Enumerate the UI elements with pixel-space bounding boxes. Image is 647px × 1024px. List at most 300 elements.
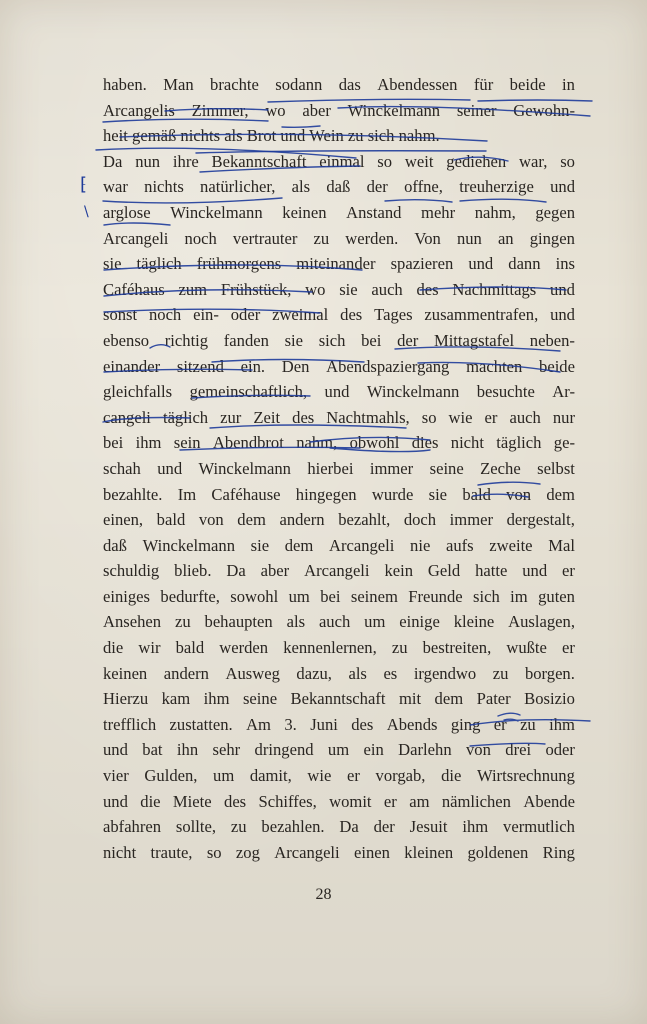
text-line (103, 251, 575, 277)
word: sich (318, 330, 346, 350)
word: Arcangeli (328, 535, 395, 555)
word: daß (326, 177, 351, 197)
word: zu (492, 663, 509, 683)
word: er (562, 561, 575, 581)
word: cangeli (103, 407, 151, 427)
word: die (140, 791, 161, 811)
word: einige (399, 612, 440, 632)
word: zustatten. (169, 714, 233, 734)
word: gingen (529, 228, 575, 248)
word: Winckelmann (170, 202, 263, 222)
word: beide (539, 356, 575, 376)
word: bald (156, 510, 186, 530)
word: um (364, 612, 386, 632)
word: wo (305, 279, 326, 299)
text-line: heit gemäß nichts als Brot und Wein zu sich nahm. (103, 126, 440, 146)
word: als (348, 663, 367, 683)
word: kennenlernen, (283, 638, 377, 658)
word: mehr (421, 202, 456, 222)
word: bezahlt, (338, 510, 391, 530)
word: zweite (489, 535, 533, 555)
word: Zimmer, (191, 100, 249, 120)
word: war, (519, 151, 548, 171)
word: natürlicher, (200, 177, 276, 197)
word: Pater (476, 689, 511, 709)
text-line (103, 609, 575, 635)
word: gemeinschaftlich, (189, 382, 308, 402)
word: um (213, 766, 235, 786)
word: andern (279, 510, 325, 530)
word: ebenso (103, 330, 150, 350)
word: Abende (523, 791, 575, 811)
word: spazieren (390, 254, 454, 274)
word: Am (246, 714, 271, 734)
word: Ansehen (103, 612, 162, 632)
word: als (286, 612, 306, 632)
word: Nachmittags (452, 279, 537, 299)
word: seine (242, 689, 278, 709)
word: besuchte (476, 382, 535, 402)
text-line (103, 456, 575, 482)
word: kam (161, 689, 191, 709)
word: wurde (371, 484, 414, 504)
text-line (103, 737, 575, 763)
word: der (366, 177, 388, 197)
word: das (338, 75, 361, 94)
word: bedurfte, (160, 586, 220, 606)
word: Freunde (408, 586, 463, 606)
word: täglich (496, 433, 542, 453)
word: wie (307, 766, 332, 786)
word: er (493, 714, 507, 734)
word: wußte (506, 638, 547, 658)
word: selbst (537, 458, 575, 478)
margin-bracket-mark: ⁅ (80, 174, 88, 195)
word: keinen (282, 202, 327, 222)
word: dem (546, 484, 575, 504)
word: sowohl (230, 586, 279, 606)
word: noch (184, 228, 217, 248)
word: Arcangelis (103, 100, 175, 120)
word: goldenen (467, 842, 529, 862)
word: vier (103, 766, 129, 786)
word: ge- (553, 433, 575, 453)
word: Den (281, 356, 310, 376)
word: ihm (462, 817, 489, 837)
word: gediehen (446, 151, 507, 171)
word: guten (538, 586, 575, 606)
text-line (103, 430, 575, 456)
word: sie (103, 254, 122, 274)
word: dringend (254, 740, 314, 760)
word: er (383, 791, 397, 811)
word: ihre (172, 151, 199, 171)
word: Von (414, 228, 441, 248)
text-line (103, 405, 575, 431)
word: hingegen (295, 484, 357, 504)
word: aufs (445, 535, 474, 555)
word: ging (450, 714, 481, 734)
text-line (103, 226, 575, 252)
text-line (103, 174, 575, 200)
word: Da (339, 817, 359, 837)
word: einen, (103, 510, 144, 530)
word: Winckelmann (347, 100, 441, 120)
word: Arcangeli (304, 561, 370, 581)
word: dem (237, 510, 266, 530)
word: zu (174, 612, 191, 632)
text-line (103, 200, 575, 226)
word: zum (178, 279, 208, 299)
word: Wirtsrechnung (476, 766, 575, 786)
word: sein (173, 433, 201, 453)
word: wir (138, 638, 161, 658)
word: so (206, 842, 222, 862)
word: nahm, (474, 202, 516, 222)
word: ein. (240, 356, 266, 376)
word: immer (449, 510, 493, 530)
word: irgendwo (413, 663, 477, 683)
word: oder (230, 305, 261, 325)
word: gegen (535, 202, 575, 222)
word: Winckelmann (142, 535, 236, 555)
word: hierbei (307, 458, 354, 478)
text-line (103, 840, 575, 866)
word: wie (448, 407, 473, 427)
word: Da (226, 561, 246, 581)
word: und (522, 561, 548, 581)
word: Abendessen (377, 75, 458, 94)
word: nur (552, 407, 575, 427)
word: Frühstück, (220, 279, 292, 299)
page-number: 28 (315, 886, 332, 903)
word: werden (219, 638, 269, 658)
word: oder (545, 740, 575, 760)
word: trefflich (103, 714, 157, 734)
word: blieb. (174, 561, 212, 581)
word: Bosizio (524, 689, 575, 709)
word: Schiffes, (258, 791, 317, 811)
word: ein (363, 740, 384, 760)
word: nun (135, 151, 161, 171)
word: und (550, 177, 575, 197)
word: 3. (284, 714, 297, 734)
word: Abendbrot (212, 433, 284, 453)
text-line (103, 712, 575, 738)
word: Zeche (480, 458, 521, 478)
word: aber (260, 561, 290, 581)
word: dem (284, 535, 314, 555)
word: seine (429, 458, 464, 478)
word: Man (163, 75, 194, 94)
word: zog (235, 842, 260, 862)
word: Winckelmann (366, 382, 460, 402)
word: für (473, 75, 494, 94)
word: wo (265, 100, 286, 120)
word: im (510, 586, 528, 606)
word: Arcangeli (274, 842, 340, 862)
text-line (103, 354, 575, 380)
word: sollte, (175, 817, 217, 837)
word: ihm (203, 689, 230, 709)
word: der (397, 330, 419, 350)
word: und (324, 382, 350, 402)
word: Abends (386, 714, 438, 734)
word: um (288, 586, 310, 606)
word: bald (175, 638, 205, 658)
word: seiner (456, 100, 497, 120)
word: miteinander (296, 254, 376, 274)
word: andern (163, 663, 209, 683)
word: er (562, 638, 575, 658)
word: sie (428, 484, 448, 504)
word: zu (230, 817, 247, 837)
word: bezahlte. (103, 484, 163, 504)
word: sodann (275, 75, 323, 94)
text-line (103, 328, 575, 354)
word: Bekanntschaft (290, 689, 386, 709)
word: Tages (374, 305, 413, 325)
word: einander (103, 356, 161, 376)
word: so (560, 151, 575, 171)
word: mit (398, 689, 422, 709)
word: Darlehn (398, 740, 452, 760)
word: dann (508, 254, 541, 274)
word: des (351, 714, 374, 734)
word: traute, (150, 842, 193, 862)
word: vorgab, (375, 766, 426, 786)
word: schah (103, 458, 141, 478)
word: nahm, (296, 433, 338, 453)
word: um (327, 740, 350, 760)
word: nicht (450, 433, 484, 453)
word: womit (329, 791, 372, 811)
word: Mal (548, 535, 575, 555)
text-line (103, 507, 575, 533)
word: nie (410, 535, 431, 555)
word: Jesuit (409, 817, 448, 837)
word: und (103, 791, 128, 811)
word: Abendspaziergang (326, 356, 450, 376)
word: vermutlich (503, 817, 575, 837)
word: nichts (144, 177, 184, 197)
word: zu (313, 228, 330, 248)
word: Mittagstafel (433, 330, 515, 350)
word: sie (250, 535, 270, 555)
word: zu (520, 714, 536, 734)
word: ein- (193, 305, 219, 325)
word: sich (473, 586, 500, 606)
word: weit (404, 151, 434, 171)
word: bald (462, 484, 491, 504)
text-line (103, 379, 575, 405)
word: Ausweg (225, 663, 280, 683)
word: Da (103, 151, 123, 171)
word: sitzend (176, 356, 224, 376)
text-line (103, 482, 575, 508)
text-line (103, 814, 575, 840)
word: kleine (453, 612, 495, 632)
word: sie (339, 279, 358, 299)
word: und (550, 305, 575, 325)
word: kleinen (404, 842, 454, 862)
text-line (103, 584, 575, 610)
word: sonst (103, 305, 138, 325)
word: zusammentrafen, (424, 305, 539, 325)
word: richtig (164, 330, 209, 350)
word: bei (320, 586, 341, 606)
word: dies (411, 433, 439, 453)
word: es (383, 663, 398, 683)
word: einmal (319, 151, 365, 171)
word: und (103, 740, 128, 760)
word: damit, (249, 766, 292, 786)
word: sie (284, 330, 304, 350)
word: auch (318, 612, 351, 632)
word: ihm (549, 714, 575, 734)
word: von (506, 484, 532, 504)
word: Caféhause (211, 484, 281, 504)
word: Nachtmahls, (326, 407, 410, 427)
word: Gewohn- (513, 100, 575, 120)
word: behaupten (204, 612, 273, 632)
word: auch (371, 279, 403, 299)
word: nämlichen (441, 791, 511, 811)
word: von (466, 740, 491, 760)
word: nicht (103, 842, 137, 862)
word: ins (555, 254, 575, 274)
word: Anstand (346, 202, 402, 222)
word: arglose (103, 202, 151, 222)
word: die (441, 766, 462, 786)
word: Arcangeli (103, 228, 169, 248)
word: nun (456, 228, 482, 248)
word: er (484, 407, 498, 427)
text-line (103, 72, 575, 98)
margin-tick-mark: \ (84, 204, 89, 220)
word: aber (302, 100, 331, 120)
word: fanden (223, 330, 269, 350)
word: zu (391, 638, 408, 658)
word: zur (220, 407, 242, 427)
word: beide (509, 75, 546, 94)
word: treuherzige (459, 177, 534, 197)
word: obwohl (349, 433, 400, 453)
word: in (562, 75, 575, 94)
word: Ring (542, 842, 575, 862)
word: bezahlen. (261, 817, 325, 837)
text-line (103, 686, 575, 712)
word: die (103, 638, 124, 658)
word: Ar- (552, 382, 575, 402)
word: haben. (103, 75, 147, 94)
word: Miete (172, 791, 212, 811)
word: Zeit (253, 407, 281, 427)
word: sehr (212, 740, 241, 760)
word: zweimal (272, 305, 329, 325)
word: Caféhaus (103, 279, 165, 299)
word: er (347, 766, 360, 786)
word: bei (361, 330, 382, 350)
word: täglich (136, 254, 182, 274)
text-line (103, 558, 575, 584)
word: Bekanntschaft (211, 151, 307, 171)
word: neben- (529, 330, 575, 350)
word: ihn (176, 740, 199, 760)
text-line (103, 277, 575, 303)
word: des (224, 791, 247, 811)
word: bestreiten, (422, 638, 492, 658)
word: dergestalt, (506, 510, 575, 530)
word: dem (434, 689, 464, 709)
word: machten (466, 356, 523, 376)
word: Winckelmann (198, 458, 291, 478)
word: noch (148, 305, 182, 325)
word: kein (384, 561, 414, 581)
word: Im (177, 484, 197, 504)
word: Hierzu (103, 689, 149, 709)
word: Geld (427, 561, 461, 581)
word: so (421, 407, 437, 427)
word: werden. (345, 228, 399, 248)
word: daß (103, 535, 127, 555)
text-line (103, 149, 575, 175)
word: täglich (162, 407, 209, 427)
word: gleichfalls (103, 382, 173, 402)
word: als (291, 177, 311, 197)
word: drei (505, 740, 532, 760)
word: Gulden, (144, 766, 198, 786)
word: auch (509, 407, 541, 427)
text-line (103, 763, 575, 789)
word: brachte (210, 75, 259, 94)
word: einen (354, 842, 390, 862)
text-line (103, 635, 575, 661)
word: des (292, 407, 315, 427)
word: einiges (103, 586, 151, 606)
word: vertrauter (232, 228, 298, 248)
word: offne, (404, 177, 443, 197)
text-line (103, 533, 575, 559)
word: bat (142, 740, 163, 760)
word: Auslagen, (508, 612, 575, 632)
word: und (550, 279, 575, 299)
word: dazu, (296, 663, 332, 683)
word: seinem (350, 586, 398, 606)
word: borgen. (524, 663, 575, 683)
word: immer (369, 458, 414, 478)
word: von (198, 510, 224, 530)
word: Juni (310, 714, 338, 734)
word: so (377, 151, 393, 171)
word: des (416, 279, 439, 299)
word: abfahren (103, 817, 162, 837)
word: frühmorgens (196, 254, 282, 274)
word: des (340, 305, 363, 325)
word: der (373, 817, 395, 837)
word: schuldig (103, 561, 160, 581)
word: hatte (475, 561, 508, 581)
word: und (157, 458, 183, 478)
body-text (103, 72, 575, 865)
text-line (103, 789, 575, 815)
word: bei (103, 433, 124, 453)
word: an (497, 228, 514, 248)
word: und (468, 254, 494, 274)
word: am (409, 791, 430, 811)
text-line (103, 98, 575, 124)
word: keinen (103, 663, 148, 683)
